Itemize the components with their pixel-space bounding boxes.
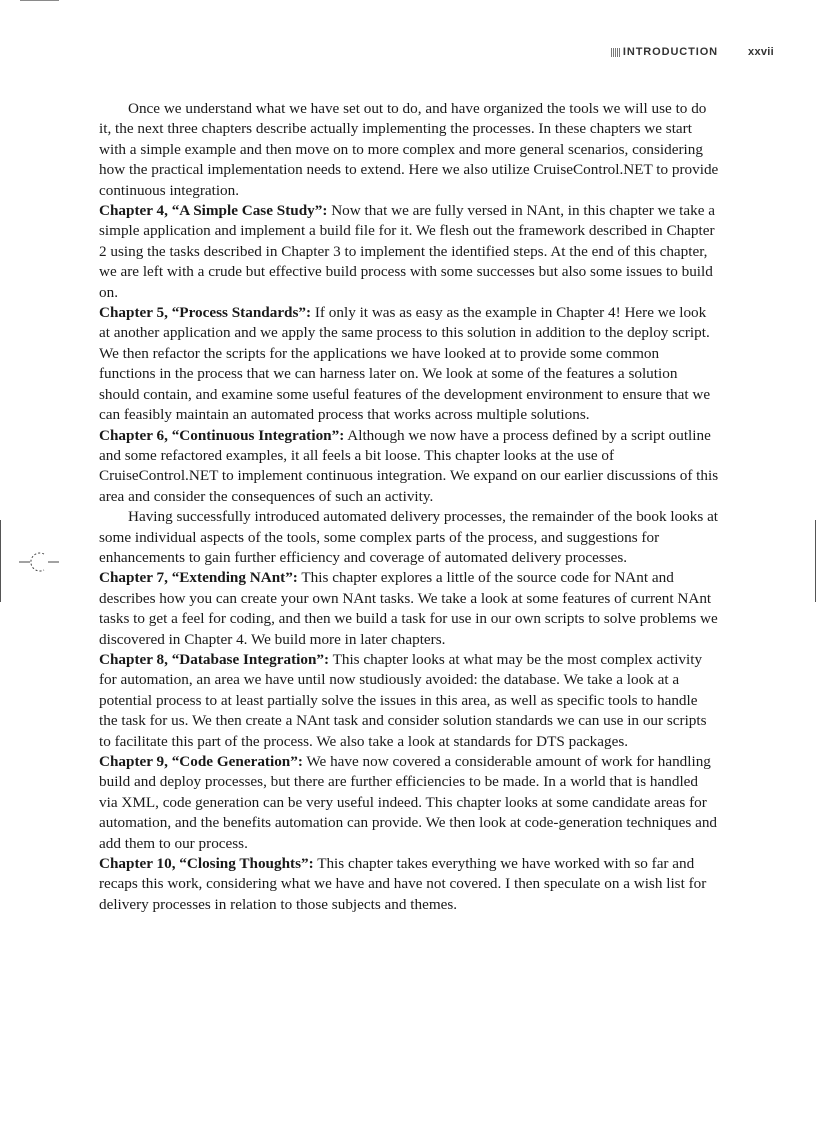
chapter-9-entry: [99, 752, 719, 854]
intro-paragraph: Once we understand what we have set out to do, and have organized the tools we will use to do it, the next three chapters describe actually implementing the processes. In these chapters we start with a simple example and then move on to more complex and more general scenarios, considering how the practical implementation needs to extend. Here we also utilize CruiseControl.NET to provide continuous integration.: [99, 100, 719, 199]
chapter-4-title: Chapter 4, “A Simple Case Study”:: [99, 202, 328, 220]
chapter-10-description: This chapter takes everything we have worked with so far and recaps this work, considering what we have and have not covered. I then speculate on a wish list for delivery processes in relation to those subjects and themes.: [99, 855, 707, 913]
chapter-5-entry: [99, 303, 719, 425]
chapter-8-description: This chapter looks at what may be the most complex activity for automation, an area we have until now studiously avoided: the database. We take a look at a potential process to at least partially solve the issues in this area, as well as specific tools to handle the task for us. We then create a NAnt task and consider solution standards we can use in our scripts to facilitate this part of the process. We also take a look at standards for DTS packages.: [99, 650, 707, 750]
chapter-9-title: Chapter 9, “Code Generation”:: [99, 753, 303, 770]
registration-mark-icon: [17, 548, 61, 578]
chapter-10-title: Chapter 10, “Closing Thoughts”:: [99, 855, 314, 873]
page-body: [99, 99, 719, 915]
chapter-8-entry: [99, 650, 719, 752]
page-number: xxvii: [748, 46, 774, 58]
middle-paragraph: Having successfully introduced automated delivery processes, the remainder of the book looks at some individual aspects of the tools, some complex parts of the process, and suggestions for enhancements to gain further efficiency and coverage of automated delivery processes.: [99, 508, 719, 566]
chapter-4-entry: [99, 201, 719, 303]
chapter-6-entry: [99, 426, 719, 508]
chapter-6-title: Chapter 6, “Continuous Integration”:: [99, 426, 345, 444]
chapter-4-description: Now that we are fully versed in NAnt, in this chapter we take a simple application and implement a build file for it. We flesh out the framework described in Chapter 2 using the tasks described in Chapter 3 to implement the identified steps. At the end of this chapter, we are left with a crude but effective build process with some successes but also some issues to build on.: [99, 202, 715, 301]
header-marker-icon: [611, 48, 620, 57]
chapter-6-description: Although we now have a process defined by a script outline and some refactored examples, it all feels a bit loose. This chapter looks at the use of CruiseControl.NET to implement continuous integration. We expand on our earlier discussions of this area and consider the consequences of such an activity.: [99, 426, 719, 505]
chapter-5-title: Chapter 5, “Process Standards”:: [99, 304, 312, 322]
top-crop-rule: [20, 0, 59, 1]
chapter-8-title: Chapter 8, “Database Integration”:: [99, 650, 330, 668]
chapter-5-description: If only it was as easy as the example in Chapter 4! Here we look at another application and we apply the same process to this solution in addition to the deploy script. We then refactor the scripts for the applications we have looked at to provide some common functions in the process that we can harness later on. We look at some of the features a solution should contain, and examine some useful features of the development environment to ensure that we can feasibly maintain an automated process that works across multiple solutions.: [99, 304, 711, 424]
chapter-7-description: This chapter explores a little of the source code for NAnt and describes how you can create your own NAnt tasks. We take a look at some features of current NAnt tasks to get a feel for coding, and then we build a task for use in our own scripts to solve problems we discovered in Chapter 4. We build more in later chapters.: [99, 569, 718, 648]
chapter-9-description: We have now covered a considerable amount of work for handling build and deploy processes, but there are further efficiencies to be made. In a world that is handled via XML, code generation can be very useful indeed. This chapter looks at some candidate areas for automation, and the benefits automation can provide. We then look at code-generation techniques and add them to our process.: [99, 753, 718, 852]
running-header: [560, 44, 774, 60]
header-section-title: INTRODUCTION: [622, 46, 719, 58]
chapter-7-entry: [99, 568, 719, 650]
chapter-7-title: Chapter 7, “Extending NAnt”:: [99, 569, 298, 587]
chapter-10-entry: [99, 854, 719, 915]
left-edge-line: [0, 520, 1, 602]
